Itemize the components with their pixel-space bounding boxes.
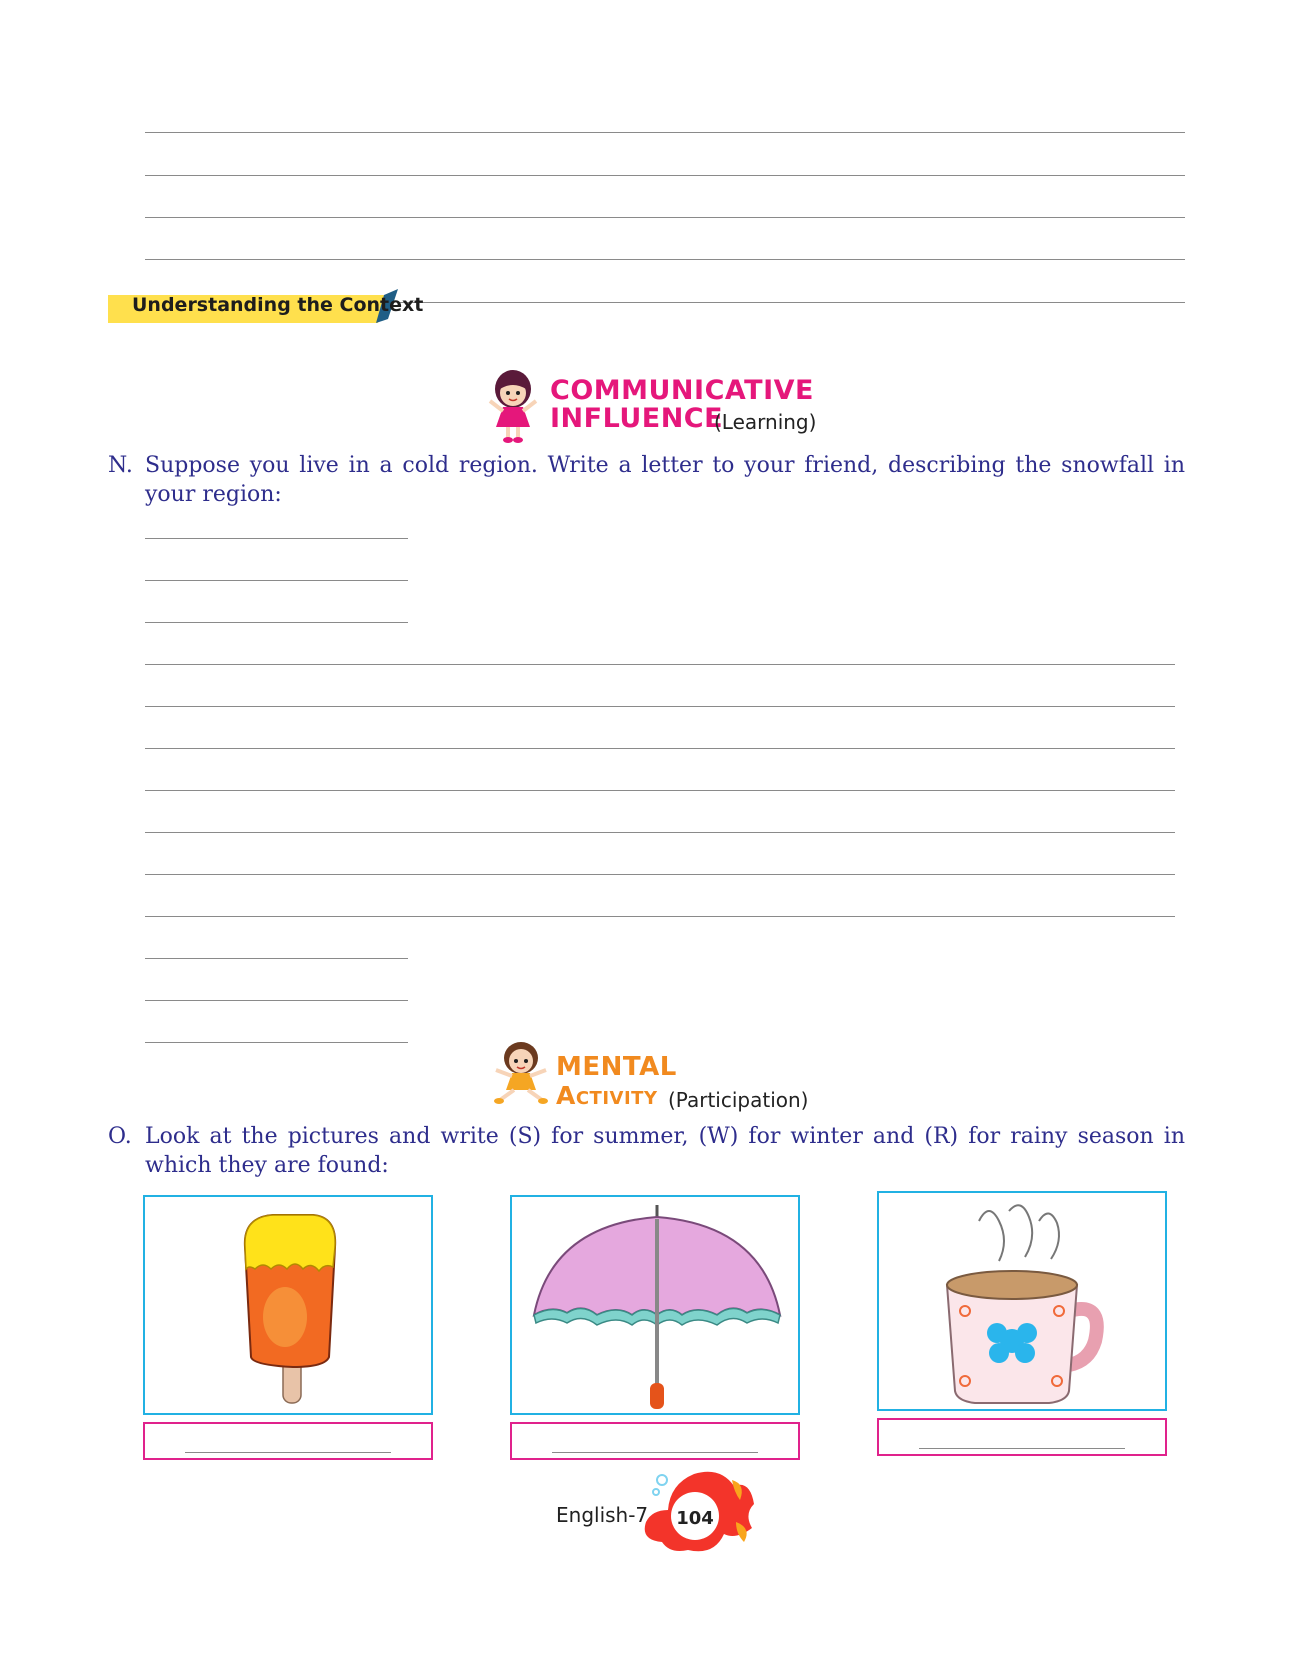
mental-subtitle: (Participation) xyxy=(668,1088,809,1112)
question-n-text: Suppose you live in a cold region. Write a letter to your friend, describing the snowfall in your region: xyxy=(145,453,1185,507)
picture-box-hot-mug xyxy=(877,1191,1167,1411)
section-banner-label: Understanding the Context xyxy=(132,294,424,316)
section-banner xyxy=(108,289,424,323)
umbrella-icon xyxy=(532,1205,782,1411)
girl-mascot-icon xyxy=(484,367,542,445)
letter-body-line[interactable] xyxy=(145,664,1175,665)
answer-line[interactable] xyxy=(919,1448,1125,1449)
letter-body-line[interactable] xyxy=(145,916,1175,917)
picture-box-ice-cream xyxy=(143,1195,433,1415)
communicative-subtitle: (Learning) xyxy=(714,410,817,434)
page-number: 104 xyxy=(676,1508,714,1529)
ice-cream-icon xyxy=(233,1207,347,1407)
answer-box[interactable] xyxy=(877,1418,1167,1456)
answer-line[interactable] xyxy=(552,1452,758,1453)
letter-address-line[interactable] xyxy=(145,580,408,581)
question-n-letter: N. xyxy=(108,453,133,478)
letter-address-line[interactable] xyxy=(145,538,408,539)
answer-box[interactable] xyxy=(510,1422,800,1460)
influence-title: INFLUENCE xyxy=(550,403,724,434)
girl-mascot-icon xyxy=(490,1040,552,1106)
letter-body-line[interactable] xyxy=(145,706,1175,707)
picture-box-umbrella xyxy=(510,1195,800,1415)
letter-body-line[interactable] xyxy=(145,832,1175,833)
letter-address-line[interactable] xyxy=(145,622,408,623)
activity-title: Activity xyxy=(556,1081,658,1110)
writing-line[interactable] xyxy=(145,175,1185,176)
answer-box[interactable] xyxy=(143,1422,433,1460)
communicative-title: COMMUNICATIVE xyxy=(550,375,814,406)
letter-closing-line[interactable] xyxy=(145,1042,408,1043)
letter-body-line[interactable] xyxy=(145,748,1175,749)
writing-line[interactable] xyxy=(145,217,1185,218)
writing-line[interactable] xyxy=(145,259,1185,260)
mental-title: MENTAL xyxy=(556,1052,677,1082)
answer-line[interactable] xyxy=(185,1452,391,1453)
question-o-text: Look at the pictures and write (S) for summer, (W) for winter and (R) for rainy season in which they are found: xyxy=(145,1124,1185,1178)
letter-body-line[interactable] xyxy=(145,874,1175,875)
writing-line[interactable] xyxy=(400,302,1185,303)
hot-mug-icon xyxy=(939,1201,1109,1407)
letter-closing-line[interactable] xyxy=(145,958,408,959)
letter-closing-line[interactable] xyxy=(145,1000,408,1001)
book-title: English-7 xyxy=(556,1503,649,1527)
writing-line[interactable] xyxy=(145,132,1185,133)
question-o-letter: O. xyxy=(108,1124,132,1149)
letter-body-line[interactable] xyxy=(145,790,1175,791)
